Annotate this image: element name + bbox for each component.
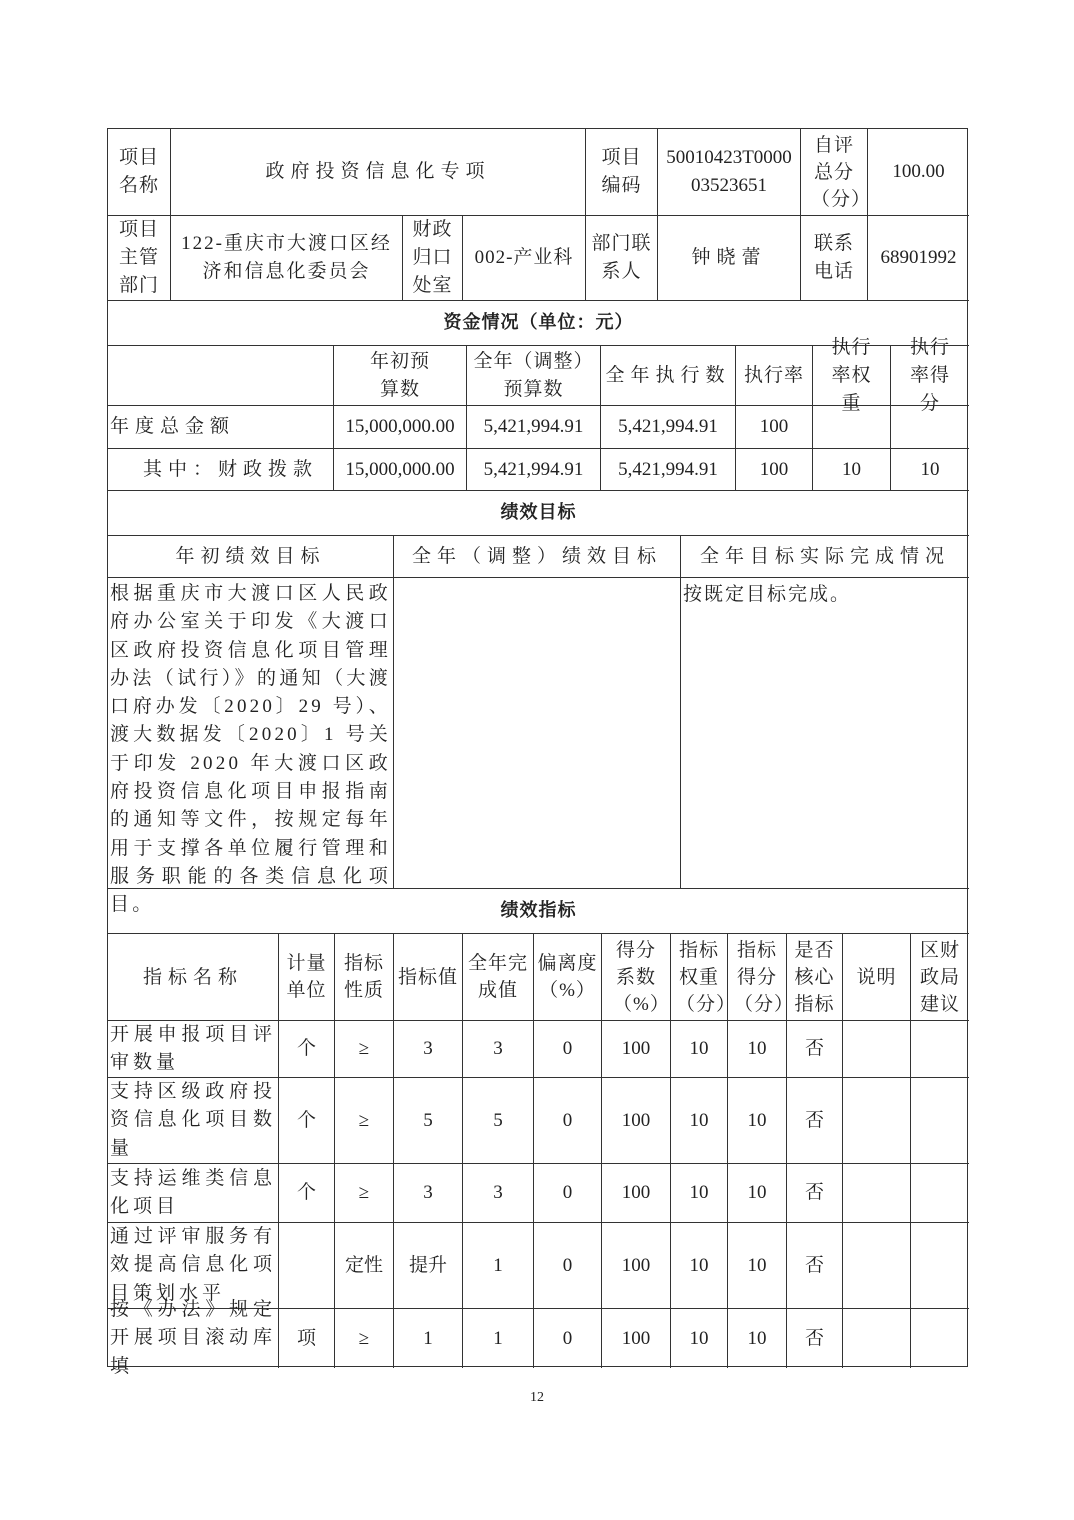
indicator-cell (279, 1078, 335, 1164)
indicator-cell-text: 0 (562, 1038, 573, 1059)
indicator-cell (671, 1164, 728, 1223)
indicator-cell-text: 3 (423, 1182, 433, 1203)
indicator-cell-text: 0 (562, 1327, 573, 1349)
indicator-cell-text: 100 (621, 1038, 651, 1059)
indicator-cell (463, 1021, 534, 1078)
indicator-cell-text: ≥ (358, 1327, 370, 1349)
dept-label-text: 项目主管部门 (118, 219, 159, 296)
page-number: 12 (530, 1390, 544, 1405)
goals-header-text: 年初绩效目标 (175, 545, 326, 567)
funding-header (467, 346, 601, 406)
funding-cell-text: 5,421,994.91 (483, 416, 584, 437)
indicator-cell-text: 否 (804, 1327, 824, 1349)
indicator-header-text: 是否核心指标 (794, 939, 835, 1015)
self-score-value-text: 100.00 (892, 161, 945, 182)
dept-value-text: 122-重庆市大渡口区经济和信息化委员会 (181, 233, 392, 282)
indicator-cell (787, 1223, 843, 1309)
indicator-header (335, 934, 394, 1021)
finance-office-label-text: 财政归口处室 (412, 219, 453, 296)
project-code-value (658, 129, 801, 216)
project-code-label (586, 129, 658, 216)
indicator-header-text: 偏离度（%） (537, 953, 598, 1001)
funding-header-text: 全年执行数 (605, 364, 731, 386)
indicator-cell (843, 1309, 911, 1368)
indicator-cell (534, 1021, 602, 1078)
indicator-cell-text: 100 (621, 1254, 651, 1276)
funding-header-text: 执行率得分 (909, 336, 950, 414)
indicator-cell (728, 1309, 787, 1368)
funding-cell-text: 15,000,000.00 (345, 458, 455, 480)
indicator-header (602, 934, 671, 1021)
phone-label-text: 联系电话 (813, 233, 854, 282)
indicator-cell (787, 1164, 843, 1223)
indicator-cell-text: 提升 (408, 1254, 447, 1276)
dept-label (108, 216, 171, 301)
indicators-title-text: 绩效指标 (500, 900, 577, 921)
indicator-cell (787, 1078, 843, 1164)
project-name-value-text: 政府投资信息化专项 (265, 161, 491, 182)
finance-office-value (463, 216, 586, 301)
finance-office-value-text: 002-产业科 (474, 247, 574, 268)
indicator-cell (843, 1223, 911, 1309)
indicator-cell-text: 10 (689, 1182, 709, 1203)
indicator-header-text: 得分系数（%） (613, 939, 670, 1015)
finance-office-label (403, 216, 463, 301)
funding-cell-text: 5,421,994.91 (618, 458, 718, 480)
indicator-cell-text: 10 (689, 1254, 709, 1276)
funding-header-text: 年初预算数 (369, 350, 430, 400)
indicator-cell (602, 1309, 671, 1368)
indicator-cell-text: 个 (296, 1182, 316, 1203)
indicator-cell-text: 1 (493, 1327, 503, 1349)
indicator-cell (911, 1021, 969, 1078)
indicator-cell (671, 1309, 728, 1368)
indicator-cell (394, 1164, 463, 1223)
indicator-header-text: 指标权重（分） (676, 939, 737, 1015)
indicator-cell-text: 0 (562, 1182, 573, 1203)
indicator-cell-text: ≥ (358, 1038, 370, 1059)
indicator-cell-text: 10 (747, 1038, 767, 1059)
indicator-cell (463, 1223, 534, 1309)
dept-value (171, 216, 403, 301)
indicator-cell (335, 1223, 394, 1309)
goals-header-text: 全年（调整）绩效目标 (411, 545, 662, 567)
indicator-name-text: 按《办法》规定开展项目滚动库填 (110, 1299, 276, 1377)
indicator-name-text: 通过评审服务有效提高信息化项目策划水平 (110, 1226, 276, 1304)
indicator-name-text: 支持运维类信息化项目 (110, 1167, 276, 1217)
indicator-header (534, 934, 602, 1021)
funding-cell-text: 5,421,994.91 (618, 416, 718, 437)
indicator-cell-text: 100 (621, 1182, 651, 1203)
indicator-name (108, 1299, 279, 1377)
phone-value (868, 216, 969, 301)
indicator-cell (911, 1309, 969, 1368)
indicator-cell-text: 1 (493, 1254, 503, 1276)
funding-header (108, 346, 334, 406)
indicator-cell (787, 1021, 843, 1078)
indicator-cell (335, 1164, 394, 1223)
indicator-cell (728, 1164, 787, 1223)
indicator-cell (394, 1309, 463, 1368)
indicator-header (463, 934, 534, 1021)
project-code-value-text: 50010423T000003523651 (666, 147, 792, 196)
indicator-cell-text: 个 (296, 1038, 316, 1059)
indicator-cell (335, 1078, 394, 1164)
indicator-cell-text: 3 (423, 1038, 433, 1059)
funding-header (601, 346, 736, 406)
indicator-header-text: 区财政局建议 (919, 939, 960, 1015)
indicator-name (108, 1078, 279, 1164)
indicator-cell-text: 3 (493, 1182, 503, 1203)
indicator-cell (671, 1021, 728, 1078)
indicator-name-text: 开展申报项目评审数量 (110, 1023, 276, 1073)
self-score-value (868, 129, 969, 216)
indicator-cell-text: 10 (689, 1038, 709, 1059)
indicator-header (279, 934, 335, 1021)
indicator-cell (463, 1164, 534, 1223)
funding-cell (736, 449, 813, 491)
phone-label (801, 216, 868, 301)
self-score-label (801, 129, 872, 216)
funding-row-label-text: 年度总金额 (110, 416, 236, 437)
funding-header (891, 336, 969, 414)
funding-row-label-text: 其中：财政拨款 (142, 458, 318, 480)
indicator-cell (534, 1164, 602, 1223)
indicator-cell (394, 1021, 463, 1078)
indicator-name (108, 1164, 279, 1223)
indicator-cell-text: 10 (689, 1327, 709, 1349)
indicator-cell (671, 1078, 728, 1164)
indicator-cell (671, 1223, 728, 1309)
actual-completion (681, 578, 969, 889)
indicator-cell (279, 1164, 335, 1223)
indicator-cell (394, 1078, 463, 1164)
indicator-cell (843, 1021, 911, 1078)
indicator-cell (279, 1309, 335, 1368)
funding-cell (467, 406, 601, 449)
indicator-cell-text: 否 (804, 1254, 824, 1276)
indicator-header (394, 934, 463, 1021)
goals-header (394, 536, 681, 578)
funding-title-text: 资金情况（单位：元） (443, 312, 634, 333)
indicator-cell (602, 1078, 671, 1164)
indicator-header-text: 全年完成值 (467, 953, 528, 1001)
funding-header (813, 336, 891, 414)
funding-header (334, 346, 467, 406)
indicator-header (108, 934, 279, 1021)
indicator-header-text: 计量单位 (286, 953, 327, 1001)
indicator-cell (911, 1078, 969, 1164)
project-name-label-text: 项目名称 (118, 147, 159, 196)
indicator-cell-text: 100 (621, 1327, 651, 1349)
indicator-cell-text: 5 (493, 1109, 503, 1131)
indicator-cell-text: 10 (747, 1182, 767, 1203)
indicator-header-text: 指标得分（分） (734, 939, 795, 1015)
indicator-cell (394, 1223, 463, 1309)
goals-header-text: 全年目标实际完成情况 (699, 545, 950, 567)
funding-cell (891, 449, 969, 491)
phone-value-text: 68901992 (880, 247, 957, 268)
indicators-title (108, 889, 969, 934)
indicator-cell (463, 1078, 534, 1164)
indicator-cell (728, 1078, 787, 1164)
indicator-cell-text: 否 (804, 1109, 824, 1131)
indicator-header (911, 934, 969, 1021)
indicator-cell-text: 定性 (344, 1254, 383, 1276)
initial-goal (108, 578, 394, 916)
indicator-cell (602, 1021, 671, 1078)
indicator-cell-text: 10 (747, 1109, 767, 1131)
indicator-header-text: 说明 (856, 966, 897, 988)
funding-cell-text: 10 (842, 458, 861, 480)
indicator-cell-text: 1 (423, 1327, 433, 1349)
contact-value (658, 216, 801, 301)
indicator-cell-text: 3 (493, 1038, 503, 1059)
funding-cell-text: 100 (759, 458, 789, 480)
indicator-header (728, 934, 795, 1021)
adjusted-goal (394, 578, 681, 889)
indicator-name (108, 1021, 279, 1078)
performance-table (107, 128, 968, 1377)
goals-title (108, 491, 969, 536)
indicator-header (843, 934, 911, 1021)
funding-cell-text: 10 (920, 458, 940, 480)
indicator-cell (463, 1309, 534, 1368)
indicator-name-text: 支持区级政府投资信息化项目数量 (110, 1081, 276, 1159)
indicator-cell (843, 1078, 911, 1164)
initial-goal-text: 根据重庆市大渡口区人民政府办公室关于印发《大渡口区政府投资信息化项目管理办法（试行）》的通知（大渡口府办发〔2020〕29 号）、渡大数据发〔2020〕1 号关于印发 2020 年大渡口区政府投资信息化项目申报指南的通知等文件，按规定每年用于支撑各单位履行管理和服务职能的各类信息化项目。 (110, 583, 391, 916)
indicator-cell (911, 1164, 969, 1223)
indicator-cell (911, 1223, 969, 1309)
funding-cell-text: 15,000,000.00 (345, 416, 455, 437)
indicator-cell (602, 1164, 671, 1223)
indicator-cell (843, 1164, 911, 1223)
indicator-cell-text: 个 (296, 1109, 316, 1131)
indicator-cell-text: 0 (562, 1254, 573, 1276)
indicator-cell (279, 1021, 335, 1078)
indicator-cell (534, 1309, 602, 1368)
indicator-cell-text: ≥ (358, 1182, 370, 1203)
funding-cell-text: 5,421,994.91 (483, 458, 584, 480)
project-name-label (108, 129, 171, 216)
funding-cell (813, 449, 891, 491)
indicator-cell-text: 否 (804, 1182, 824, 1203)
indicator-cell (728, 1021, 787, 1078)
indicator-header-text: 指标值 (397, 966, 458, 988)
indicator-cell-text: 项 (296, 1327, 316, 1349)
indicator-cell-text: 否 (804, 1038, 824, 1059)
indicator-cell (335, 1309, 394, 1368)
indicator-header-text: 指标名称 (142, 966, 243, 988)
funding-header-text: 全年（调整）预算数 (473, 350, 594, 400)
contact-label-text: 部门联系人 (591, 233, 652, 282)
indicator-cell (279, 1223, 335, 1309)
indicator-cell (602, 1223, 671, 1309)
indicator-header (671, 934, 737, 1021)
funding-cell (736, 406, 813, 449)
indicator-cell (534, 1223, 602, 1309)
indicator-cell-text: ≥ (358, 1109, 370, 1131)
goals-title-text: 绩效目标 (500, 502, 577, 523)
self-score-label-text: 自评总分（分） (811, 134, 872, 210)
indicator-cell-text: 10 (747, 1254, 767, 1276)
actual-completion-text: 按既定目标完成。 (683, 584, 852, 605)
funding-cell (467, 449, 601, 491)
funding-cell (334, 449, 467, 491)
funding-cell (601, 406, 736, 449)
project-code-label-text: 项目编码 (601, 147, 642, 196)
funding-cell (601, 449, 736, 491)
funding-header-text: 执行率权重 (831, 336, 872, 414)
indicator-cell-text: 100 (621, 1109, 651, 1131)
indicator-cell (534, 1078, 602, 1164)
funding-cell-text: 100 (759, 416, 789, 437)
indicator-cell-text: 0 (562, 1109, 573, 1131)
contact-value-text: 钟晓蕾 (691, 247, 767, 268)
funding-row-label (108, 449, 334, 491)
indicator-cell-text: 5 (423, 1109, 433, 1131)
funding-cell (813, 406, 891, 449)
contact-label (586, 216, 658, 301)
project-name-value (171, 129, 586, 216)
goals-header (108, 536, 394, 578)
funding-header (736, 346, 813, 406)
funding-header-text: 执行率 (743, 364, 804, 386)
funding-cell (891, 406, 969, 449)
indicator-header-text: 指标性质 (343, 953, 384, 1001)
goals-header (681, 536, 969, 578)
funding-cell (334, 406, 467, 449)
indicator-cell (728, 1223, 787, 1309)
indicator-cell (335, 1021, 394, 1078)
indicator-cell-text: 10 (689, 1109, 709, 1131)
indicator-cell-text: 10 (747, 1327, 767, 1349)
funding-row-label (108, 406, 334, 449)
indicator-cell (787, 1309, 843, 1368)
indicator-header (787, 934, 843, 1021)
